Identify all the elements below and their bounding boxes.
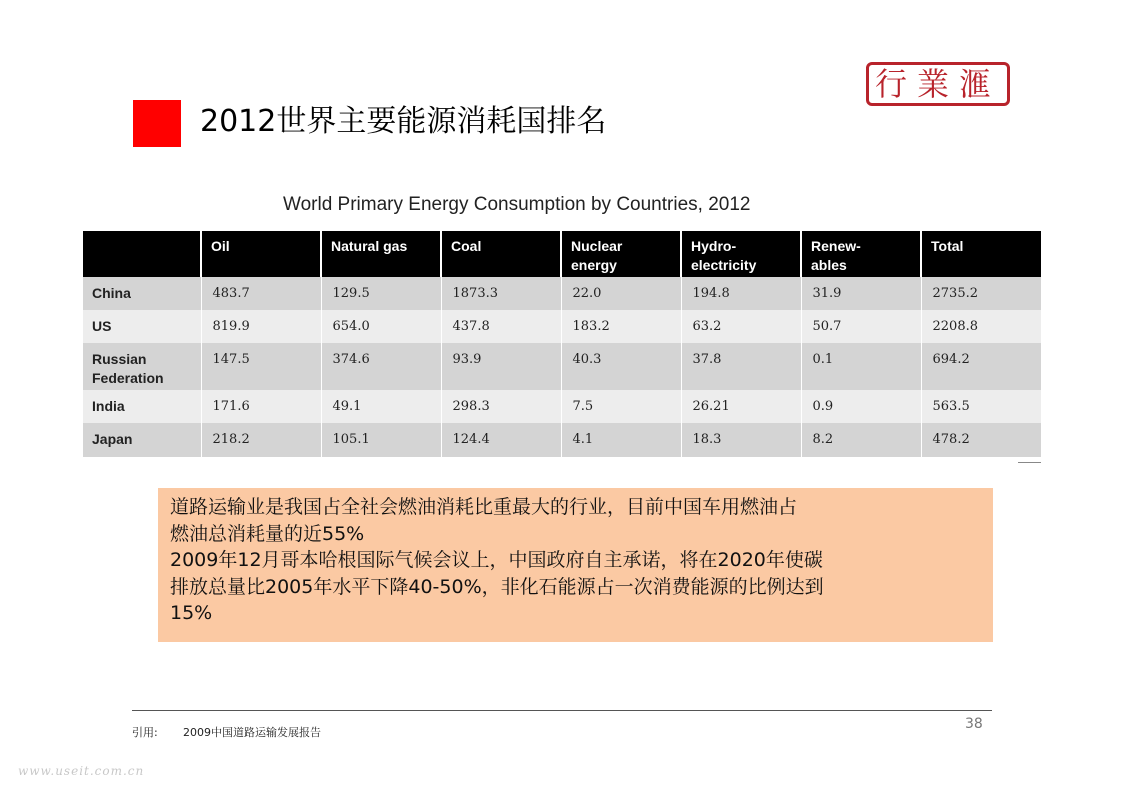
table-row xyxy=(83,277,1041,310)
renewables-cell: 31.9 xyxy=(801,277,921,310)
table-title: World Primary Energy Consumption by Countries, 2012 xyxy=(283,194,751,215)
note-line: 排放总量比2005年水平下降40-50%，非化石能源占一次消费能源的比例达到 xyxy=(170,575,824,598)
header-oil xyxy=(201,231,321,277)
header-total-label: Total xyxy=(931,238,964,254)
hydro-cell: 26.21 xyxy=(681,390,801,423)
renewables-cell: 50.7 xyxy=(801,310,921,343)
coal-cell: 1873.3 xyxy=(441,277,561,310)
renewables-cell: 0.1 xyxy=(801,343,921,390)
header-nuclear-label: Nuclear energy xyxy=(571,238,623,273)
header-oil-label: Oil xyxy=(211,238,230,254)
country-cell: Japan xyxy=(83,423,201,457)
table-row xyxy=(83,343,1041,390)
coal-cell: 124.4 xyxy=(441,423,561,457)
header-natural-gas xyxy=(321,231,441,277)
nuclear-cell: 4.1 xyxy=(561,423,681,457)
header-nuclear xyxy=(561,231,681,277)
table-row xyxy=(83,310,1041,343)
header-renewables xyxy=(801,231,921,277)
renewables-cell: 0.9 xyxy=(801,390,921,423)
nuclear-cell: 22.0 xyxy=(561,277,681,310)
natural-gas-cell: 105.1 xyxy=(321,423,441,457)
oil-cell: 819.9 xyxy=(201,310,321,343)
table-row xyxy=(83,423,1041,457)
table-header-row xyxy=(83,231,1041,277)
header-hydro xyxy=(681,231,801,277)
hydro-cell: 37.8 xyxy=(681,343,801,390)
coal-cell: 298.3 xyxy=(441,390,561,423)
note-line: 2009年12月哥本哈根国际气候会议上，中国政府自主承诺，将在2020年使碳 xyxy=(170,549,823,571)
country-cell: India xyxy=(83,390,201,423)
footer-divider xyxy=(132,710,992,711)
citation-text: 2009中国道路运输发展报告 xyxy=(183,726,321,739)
country-cell: China xyxy=(83,277,201,310)
seal-logo: 行業滙 xyxy=(866,62,1010,106)
natural-gas-cell: 374.6 xyxy=(321,343,441,390)
coal-cell: 437.8 xyxy=(441,310,561,343)
natural-gas-cell: 49.1 xyxy=(321,390,441,423)
total-cell: 478.2 xyxy=(921,423,1041,457)
page-title: 2012世界主要能源消耗国排名 xyxy=(200,104,607,139)
country-cell: Russian Federation xyxy=(83,343,201,390)
note-line: 15% xyxy=(170,602,213,624)
oil-cell: 147.5 xyxy=(201,343,321,390)
header-natural-gas-label: Natural gas xyxy=(331,238,408,254)
oil-cell: 171.6 xyxy=(201,390,321,423)
citation-label: 引用: xyxy=(132,726,158,739)
note-line: 燃油总消耗量的近55% xyxy=(170,522,365,545)
page-number: 38 xyxy=(965,716,983,732)
header-coal xyxy=(441,231,561,277)
nuclear-cell: 183.2 xyxy=(561,310,681,343)
title-marker xyxy=(133,100,181,147)
total-cell: 563.5 xyxy=(921,390,1041,423)
header-blank xyxy=(83,231,201,277)
hydro-cell: 63.2 xyxy=(681,310,801,343)
renewables-cell: 8.2 xyxy=(801,423,921,457)
country-cell: US xyxy=(83,310,201,343)
natural-gas-cell: 654.0 xyxy=(321,310,441,343)
watermark: www.useit.com.cn xyxy=(18,764,145,778)
oil-cell: 218.2 xyxy=(201,423,321,457)
total-cell: 2208.8 xyxy=(921,310,1041,343)
oil-cell: 483.7 xyxy=(201,277,321,310)
nuclear-cell: 40.3 xyxy=(561,343,681,390)
note-box xyxy=(158,488,993,642)
nuclear-cell: 7.5 xyxy=(561,390,681,423)
header-hydro-label: Hydro- electricity xyxy=(691,238,757,273)
total-cell: 694.2 xyxy=(921,343,1041,390)
total-cell: 2735.2 xyxy=(921,277,1041,310)
header-total xyxy=(921,231,1041,277)
header-coal-label: Coal xyxy=(451,238,482,254)
natural-gas-cell: 129.5 xyxy=(321,277,441,310)
hydro-cell: 194.8 xyxy=(681,277,801,310)
table-row xyxy=(83,390,1041,423)
hydro-cell: 18.3 xyxy=(681,423,801,457)
note-line: 道路运输业是我国占全社会燃油消耗比重最大的行业，目前中国车用燃油占 xyxy=(170,496,798,518)
coal-cell: 93.9 xyxy=(441,343,561,390)
header-renewables-label: Renew- ables xyxy=(811,238,861,273)
table-underline xyxy=(1018,462,1041,463)
energy-table xyxy=(83,231,1042,457)
